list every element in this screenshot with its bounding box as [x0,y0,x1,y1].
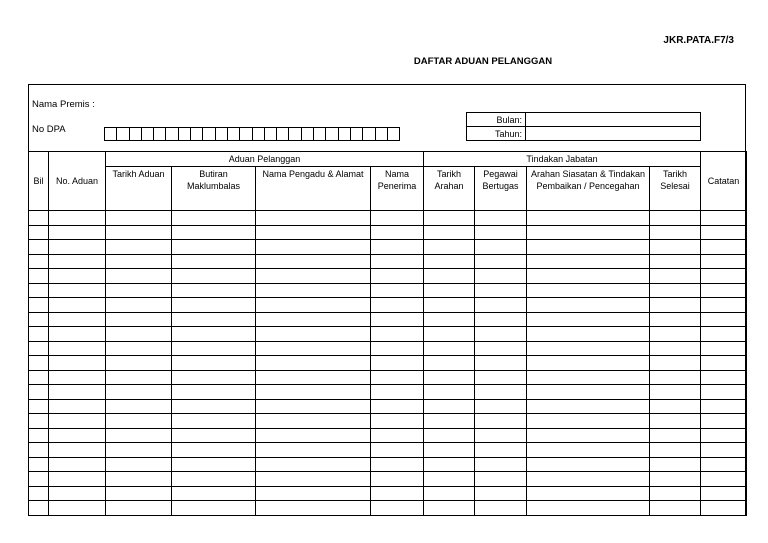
table-cell[interactable] [650,501,701,516]
table-cell[interactable] [527,501,650,516]
table-cell[interactable] [650,312,701,327]
table-cell[interactable] [172,457,256,472]
table-cell[interactable] [371,385,424,400]
table-cell[interactable] [701,312,747,327]
period-table [466,112,701,141]
table-cell[interactable] [701,283,747,298]
table-cell[interactable] [527,428,650,443]
table-cell[interactable] [475,385,527,400]
table-cell[interactable] [371,370,424,385]
table-cell[interactable] [527,370,650,385]
table-cell[interactable] [701,414,747,429]
table-row [29,327,747,342]
table-cell[interactable] [256,356,371,371]
table-cell[interactable] [701,341,747,356]
table-cell[interactable] [371,327,424,342]
table-cell[interactable] [527,457,650,472]
tahun-field[interactable] [526,127,701,141]
table-cell[interactable] [172,443,256,458]
table-cell[interactable] [701,486,747,501]
table-cell[interactable] [424,327,475,342]
table-cell[interactable] [49,283,106,298]
table-cell[interactable] [650,298,701,313]
table-cell[interactable] [701,443,747,458]
table-cell[interactable] [650,341,701,356]
table-cell[interactable] [424,414,475,429]
table-cell[interactable] [106,312,172,327]
table-cell[interactable] [475,240,527,255]
table-cell[interactable] [49,472,106,487]
form-code: JKR.PATA.F7/3 [663,35,734,46]
table-cell[interactable] [424,472,475,487]
table-cell[interactable] [29,312,49,327]
table-cell[interactable] [256,327,371,342]
table-cell[interactable] [701,428,747,443]
table-row [29,472,747,487]
table-cell[interactable] [650,457,701,472]
table-cell[interactable] [475,370,527,385]
table-cell[interactable] [256,486,371,501]
table-cell[interactable] [527,414,650,429]
table-cell[interactable] [650,428,701,443]
table-cell[interactable] [527,385,650,400]
table-cell[interactable] [256,269,371,284]
table-cell[interactable] [256,283,371,298]
table-cell[interactable] [172,269,256,284]
table-cell[interactable] [49,457,106,472]
header-tarikh-aduan: Tarikh Aduan [106,167,172,211]
complaint-table [28,151,747,516]
table-cell[interactable] [29,428,49,443]
table-cell[interactable] [29,211,49,226]
table-cell[interactable] [371,356,424,371]
table-cell[interactable] [172,312,256,327]
table-cell[interactable] [650,283,701,298]
table-cell[interactable] [172,370,256,385]
table-cell[interactable] [29,457,49,472]
table-cell[interactable] [701,211,747,226]
table-cell[interactable] [475,414,527,429]
table-cell[interactable] [475,298,527,313]
table-cell[interactable] [106,269,172,284]
table-cell[interactable] [106,298,172,313]
table-row [29,225,747,240]
premis-label: Nama Premis : [32,99,95,110]
table-cell[interactable] [424,269,475,284]
table-cell[interactable] [424,385,475,400]
table-cell[interactable] [256,298,371,313]
table-cell[interactable] [701,370,747,385]
table-cell[interactable] [172,486,256,501]
table-row [29,414,747,429]
table-cell[interactable] [424,254,475,269]
table-cell[interactable] [172,225,256,240]
table-cell[interactable] [527,443,650,458]
table-cell[interactable] [527,356,650,371]
page-title: DAFTAR ADUAN PELANGGAN [413,56,553,67]
table-cell[interactable] [106,370,172,385]
table-cell[interactable] [650,240,701,255]
table-cell[interactable] [29,472,49,487]
table-cell[interactable] [106,211,172,226]
header-aduan-group: Aduan Pelanggan [106,152,424,167]
table-cell[interactable] [650,443,701,458]
table-cell[interactable] [650,225,701,240]
table-cell[interactable] [371,501,424,516]
table-row [29,428,747,443]
table-cell[interactable] [49,327,106,342]
table-cell[interactable] [256,428,371,443]
table-row [29,457,747,472]
table-cell[interactable] [256,472,371,487]
table-cell[interactable] [106,385,172,400]
table-cell[interactable] [49,443,106,458]
header-penerima: Nama Penerima [371,167,424,211]
table-cell[interactable] [701,327,747,342]
table-cell[interactable] [475,457,527,472]
table-cell[interactable] [371,312,424,327]
table-cell[interactable] [424,356,475,371]
table-cell[interactable] [701,269,747,284]
table-row [29,240,747,255]
table-cell[interactable] [29,486,49,501]
table-cell[interactable] [256,385,371,400]
table-cell[interactable] [29,298,49,313]
table-cell[interactable] [371,283,424,298]
header-no-aduan: No. Aduan [49,152,106,211]
table-cell[interactable] [371,211,424,226]
table-cell[interactable] [29,414,49,429]
table-cell[interactable] [701,457,747,472]
table-cell[interactable] [49,211,106,226]
table-cell[interactable] [49,225,106,240]
table-cell[interactable] [29,399,49,414]
table-cell[interactable] [172,327,256,342]
table-cell[interactable] [49,385,106,400]
table-cell[interactable] [424,283,475,298]
table-cell[interactable] [701,240,747,255]
table-cell[interactable] [106,254,172,269]
table-cell[interactable] [106,443,172,458]
table-cell[interactable] [424,240,475,255]
table-row [29,341,747,356]
table-cell[interactable] [424,211,475,226]
table-cell[interactable] [256,370,371,385]
table-cell[interactable] [475,356,527,371]
table-cell[interactable] [424,225,475,240]
table-cell[interactable] [49,298,106,313]
header-pegawai: Pegawai Bertugas [475,167,527,211]
table-cell[interactable] [172,298,256,313]
table-cell[interactable] [172,428,256,443]
table-cell[interactable] [424,312,475,327]
table-cell[interactable] [527,298,650,313]
table-cell[interactable] [371,486,424,501]
table-row [29,356,747,371]
table-row [29,269,747,284]
table-cell[interactable] [650,356,701,371]
header-tarikh-selesai: Tarikh Selesai [650,167,701,211]
table-cell[interactable] [49,501,106,516]
table-cell[interactable] [172,501,256,516]
table-cell[interactable] [475,472,527,487]
table-cell[interactable] [701,356,747,371]
table-cell[interactable] [424,298,475,313]
table-row [29,501,747,516]
table-cell[interactable] [256,312,371,327]
table-cell[interactable] [701,254,747,269]
table-cell[interactable] [106,399,172,414]
table-cell[interactable] [527,269,650,284]
table-cell[interactable] [172,283,256,298]
table-cell[interactable] [527,240,650,255]
table-cell[interactable] [701,385,747,400]
table-cell[interactable] [106,486,172,501]
table-cell[interactable] [49,356,106,371]
table-cell[interactable] [49,240,106,255]
table-cell[interactable] [424,501,475,516]
table-cell[interactable] [527,327,650,342]
table-row [29,283,747,298]
table-cell[interactable] [475,327,527,342]
table-cell[interactable] [106,457,172,472]
table-cell[interactable] [256,240,371,255]
table-row [29,443,747,458]
table-cell[interactable] [106,472,172,487]
table-cell[interactable] [527,225,650,240]
header-tarikh-arahan: Tarikh Arahan [424,167,475,211]
table-cell[interactable] [106,356,172,371]
table-cell[interactable] [172,356,256,371]
table-cell[interactable] [29,501,49,516]
table-cell[interactable] [256,457,371,472]
table-cell[interactable] [371,443,424,458]
table-cell[interactable] [172,399,256,414]
table-cell[interactable] [424,443,475,458]
table-cell[interactable] [29,443,49,458]
table-row [29,385,747,400]
table-cell[interactable] [29,370,49,385]
table-cell[interactable] [172,472,256,487]
table-cell[interactable] [371,269,424,284]
table-cell[interactable] [527,283,650,298]
table-cell[interactable] [49,428,106,443]
table-cell[interactable] [475,283,527,298]
table-cell[interactable] [49,312,106,327]
table-cell[interactable] [475,443,527,458]
table-cell[interactable] [29,341,49,356]
table-cell[interactable] [172,211,256,226]
table-cell[interactable] [650,486,701,501]
table-cell[interactable] [650,254,701,269]
table-cell[interactable] [371,298,424,313]
table-cell[interactable] [49,269,106,284]
table-cell[interactable] [475,269,527,284]
table-cell[interactable] [172,341,256,356]
table-cell[interactable] [256,443,371,458]
table-cell[interactable] [371,240,424,255]
table-cell[interactable] [256,414,371,429]
header-catatan: Catatan [701,152,747,211]
table-cell[interactable] [371,399,424,414]
table-cell[interactable] [106,501,172,516]
bulan-field[interactable] [526,113,701,127]
table-cell[interactable] [29,327,49,342]
table-cell[interactable] [256,399,371,414]
table-cell[interactable] [371,225,424,240]
table-cell[interactable] [527,399,650,414]
table-row [29,298,747,313]
header-bil: Bil [29,152,49,211]
table-row [29,312,747,327]
table-cell[interactable] [701,501,747,516]
table-cell[interactable] [256,254,371,269]
table-row [29,399,747,414]
table-row [29,370,747,385]
table-cell[interactable] [172,240,256,255]
table-cell[interactable] [371,428,424,443]
table-row [29,254,747,269]
table-cell[interactable] [475,428,527,443]
bulan-label: Bulan: [467,113,526,127]
table-cell[interactable] [49,254,106,269]
table-cell[interactable] [650,385,701,400]
table-cell[interactable] [371,414,424,429]
table-cell[interactable] [527,472,650,487]
table-cell[interactable] [49,341,106,356]
table-cell[interactable] [172,254,256,269]
table-cell[interactable] [256,341,371,356]
header-butiran: Butiran Maklumbalas [172,167,256,211]
table-cell[interactable] [371,254,424,269]
table-cell[interactable] [29,283,49,298]
table-cell[interactable] [49,414,106,429]
table-cell[interactable] [650,211,701,226]
table-cell[interactable] [29,240,49,255]
table-cell[interactable] [475,254,527,269]
table-cell[interactable] [49,370,106,385]
table-cell[interactable] [424,341,475,356]
table-cell[interactable] [650,269,701,284]
table-cell[interactable] [701,472,747,487]
table-cell[interactable] [527,211,650,226]
table-body [29,211,747,516]
tahun-label: Tahun: [467,127,526,141]
table-cell[interactable] [475,341,527,356]
table-cell[interactable] [650,472,701,487]
table-cell[interactable] [29,385,49,400]
table-cell[interactable] [172,414,256,429]
table-cell[interactable] [527,341,650,356]
table-cell[interactable] [475,211,527,226]
table-cell[interactable] [475,225,527,240]
table-cell[interactable] [424,486,475,501]
header-pengadu: Nama Pengadu & Alamat [256,167,371,211]
table-cell[interactable] [106,283,172,298]
table-cell[interactable] [424,457,475,472]
table-cell[interactable] [29,225,49,240]
table-cell[interactable] [106,428,172,443]
table-cell[interactable] [29,254,49,269]
table-cell[interactable] [701,225,747,240]
table-cell[interactable] [475,486,527,501]
table-cell[interactable] [527,254,650,269]
table-cell[interactable] [256,225,371,240]
header-tindakan-group: Tindakan Jabatan [424,152,701,167]
table-cell[interactable] [106,225,172,240]
table-cell[interactable] [49,486,106,501]
table-cell[interactable] [371,472,424,487]
table-cell[interactable] [172,385,256,400]
table-cell[interactable] [256,501,371,516]
table-cell[interactable] [29,269,49,284]
table-cell[interactable] [701,298,747,313]
dpa-input-boxes[interactable] [105,127,400,141]
table-cell[interactable] [475,312,527,327]
table-cell[interactable] [424,370,475,385]
table-cell[interactable] [527,486,650,501]
table-cell[interactable] [256,211,371,226]
table-cell[interactable] [106,240,172,255]
table-cell[interactable] [527,312,650,327]
table-cell[interactable] [106,327,172,342]
table-cell[interactable] [424,399,475,414]
header-arahan: Arahan Siasatan & Tindakan Pembaikan / Pencegahan [527,167,650,211]
table-cell[interactable] [475,399,527,414]
table-cell[interactable] [424,428,475,443]
table-cell[interactable] [29,356,49,371]
table-cell[interactable] [475,501,527,516]
table-cell[interactable] [701,399,747,414]
table-cell[interactable] [106,414,172,429]
table-cell[interactable] [371,457,424,472]
table-row [29,486,747,501]
table-cell[interactable] [650,399,701,414]
table-cell[interactable] [650,370,701,385]
table-cell[interactable] [650,414,701,429]
dpa-label: No DPA [32,124,66,135]
table-row [29,211,747,226]
table-cell[interactable] [49,399,106,414]
table-cell[interactable] [650,327,701,342]
table-cell[interactable] [371,341,424,356]
table-cell[interactable] [106,341,172,356]
